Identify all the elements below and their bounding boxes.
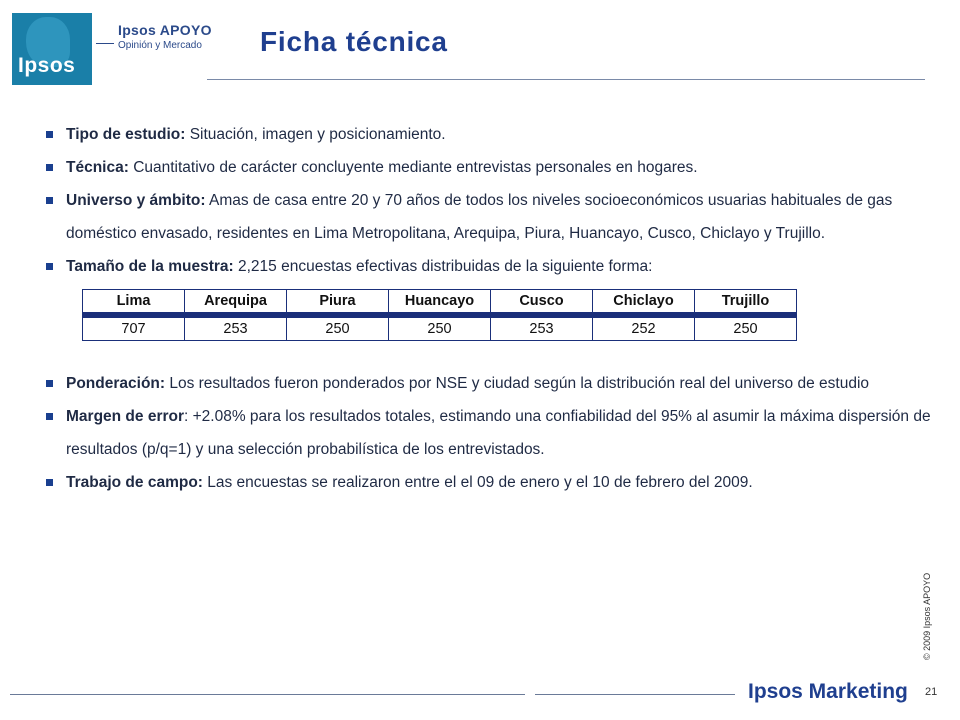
brand-tagline: Opinión y Mercado: [118, 40, 202, 51]
page-number: 21: [925, 686, 938, 698]
logo-divider: [96, 43, 114, 44]
bullet-icon: [46, 413, 53, 420]
table-header-cell: Lima: [83, 290, 185, 316]
footer-divider: [10, 694, 525, 695]
item-text: Los resultados fueron ponderados por NSE y ciudad según la distribución real del universo de estudio: [165, 375, 870, 392]
title-divider: [207, 79, 925, 80]
brand-name: Ipsos APOYO: [118, 22, 212, 38]
logo-text: Ipsos: [18, 54, 76, 77]
list-item-margen-error: [44, 400, 934, 466]
bullet-icon: [46, 131, 53, 138]
ipsos-logo: [12, 13, 92, 85]
table-header-cell: Arequipa: [185, 290, 287, 316]
page-title: Ficha técnica: [260, 26, 448, 57]
table-row: [83, 315, 797, 341]
list-item-trabajo-campo: [44, 466, 934, 499]
bullet-icon: [46, 164, 53, 171]
content-list: [44, 118, 934, 499]
item-label: Ponderación:: [66, 375, 166, 392]
table-header-cell: Huancayo: [389, 290, 491, 316]
list-item-ponderacion: [44, 367, 934, 400]
table-header-cell: Cusco: [491, 290, 593, 316]
item-label: Margen de error: [66, 408, 185, 425]
table-cell: 252: [593, 315, 695, 341]
item-label: Trabajo de campo:: [66, 474, 203, 491]
item-text: Situación, imagen y posicionamiento.: [185, 126, 446, 143]
footer-divider-short: [535, 694, 735, 695]
table-cell: 707: [83, 315, 185, 341]
table-cell: 253: [185, 315, 287, 341]
item-text: Las encuestas se realizaron entre el el 09 de enero y el 10 de febrero del 2009.: [202, 474, 753, 491]
bullet-icon: [46, 479, 53, 486]
ipsos-apoyo-logo: [108, 22, 248, 58]
list-item-tecnica: [44, 151, 934, 184]
list-item-tamano-muestra: [44, 250, 934, 283]
table-cell: 250: [389, 315, 491, 341]
item-label: Universo y ámbito:: [66, 192, 206, 209]
bullet-icon: [46, 380, 53, 387]
list-item-tipo-estudio: [44, 118, 934, 151]
table-header-cell: Chiclayo: [593, 290, 695, 316]
table-cell: 253: [491, 315, 593, 341]
footer-brand-logo: Ipsos Marketing: [748, 680, 908, 703]
bullet-icon: [46, 263, 53, 270]
item-label: Tipo de estudio:: [66, 126, 186, 143]
list-item-universo: [44, 184, 934, 250]
bullet-icon: [46, 197, 53, 204]
item-text: Amas de casa entre 20 y 70 años de todos los niveles socioeconómicos usuarias habituales de gas doméstico envasado, residentes en Lima Metropolitana, Arequipa, Piura, Huancayo, Cusco, Chiclayo y Trujillo.: [66, 192, 893, 242]
item-label: Técnica:: [66, 159, 129, 176]
item-text: 2,215 encuestas efectivas distribuidas de la siguiente forma:: [233, 258, 653, 275]
table-cell: 250: [695, 315, 797, 341]
table-header-row: [83, 290, 797, 316]
table-header-cell: Trujillo: [695, 290, 797, 316]
sample-table: [82, 289, 797, 341]
item-label: Tamaño de la muestra:: [66, 258, 234, 275]
copyright-text: © 2009 Ipsos APOYO: [922, 572, 932, 660]
table-cell: 250: [287, 315, 389, 341]
table-header-cell: Piura: [287, 290, 389, 316]
item-text: : +2.08% para los resultados totales, estimando una confiabilidad del 95% al asumir la máxima dispersión de resultados (p/q=1) y una selección probabilística de los entrevistados.: [66, 408, 931, 458]
item-text: Cuantitativo de carácter concluyente mediante entrevistas personales en hogares.: [128, 159, 698, 176]
